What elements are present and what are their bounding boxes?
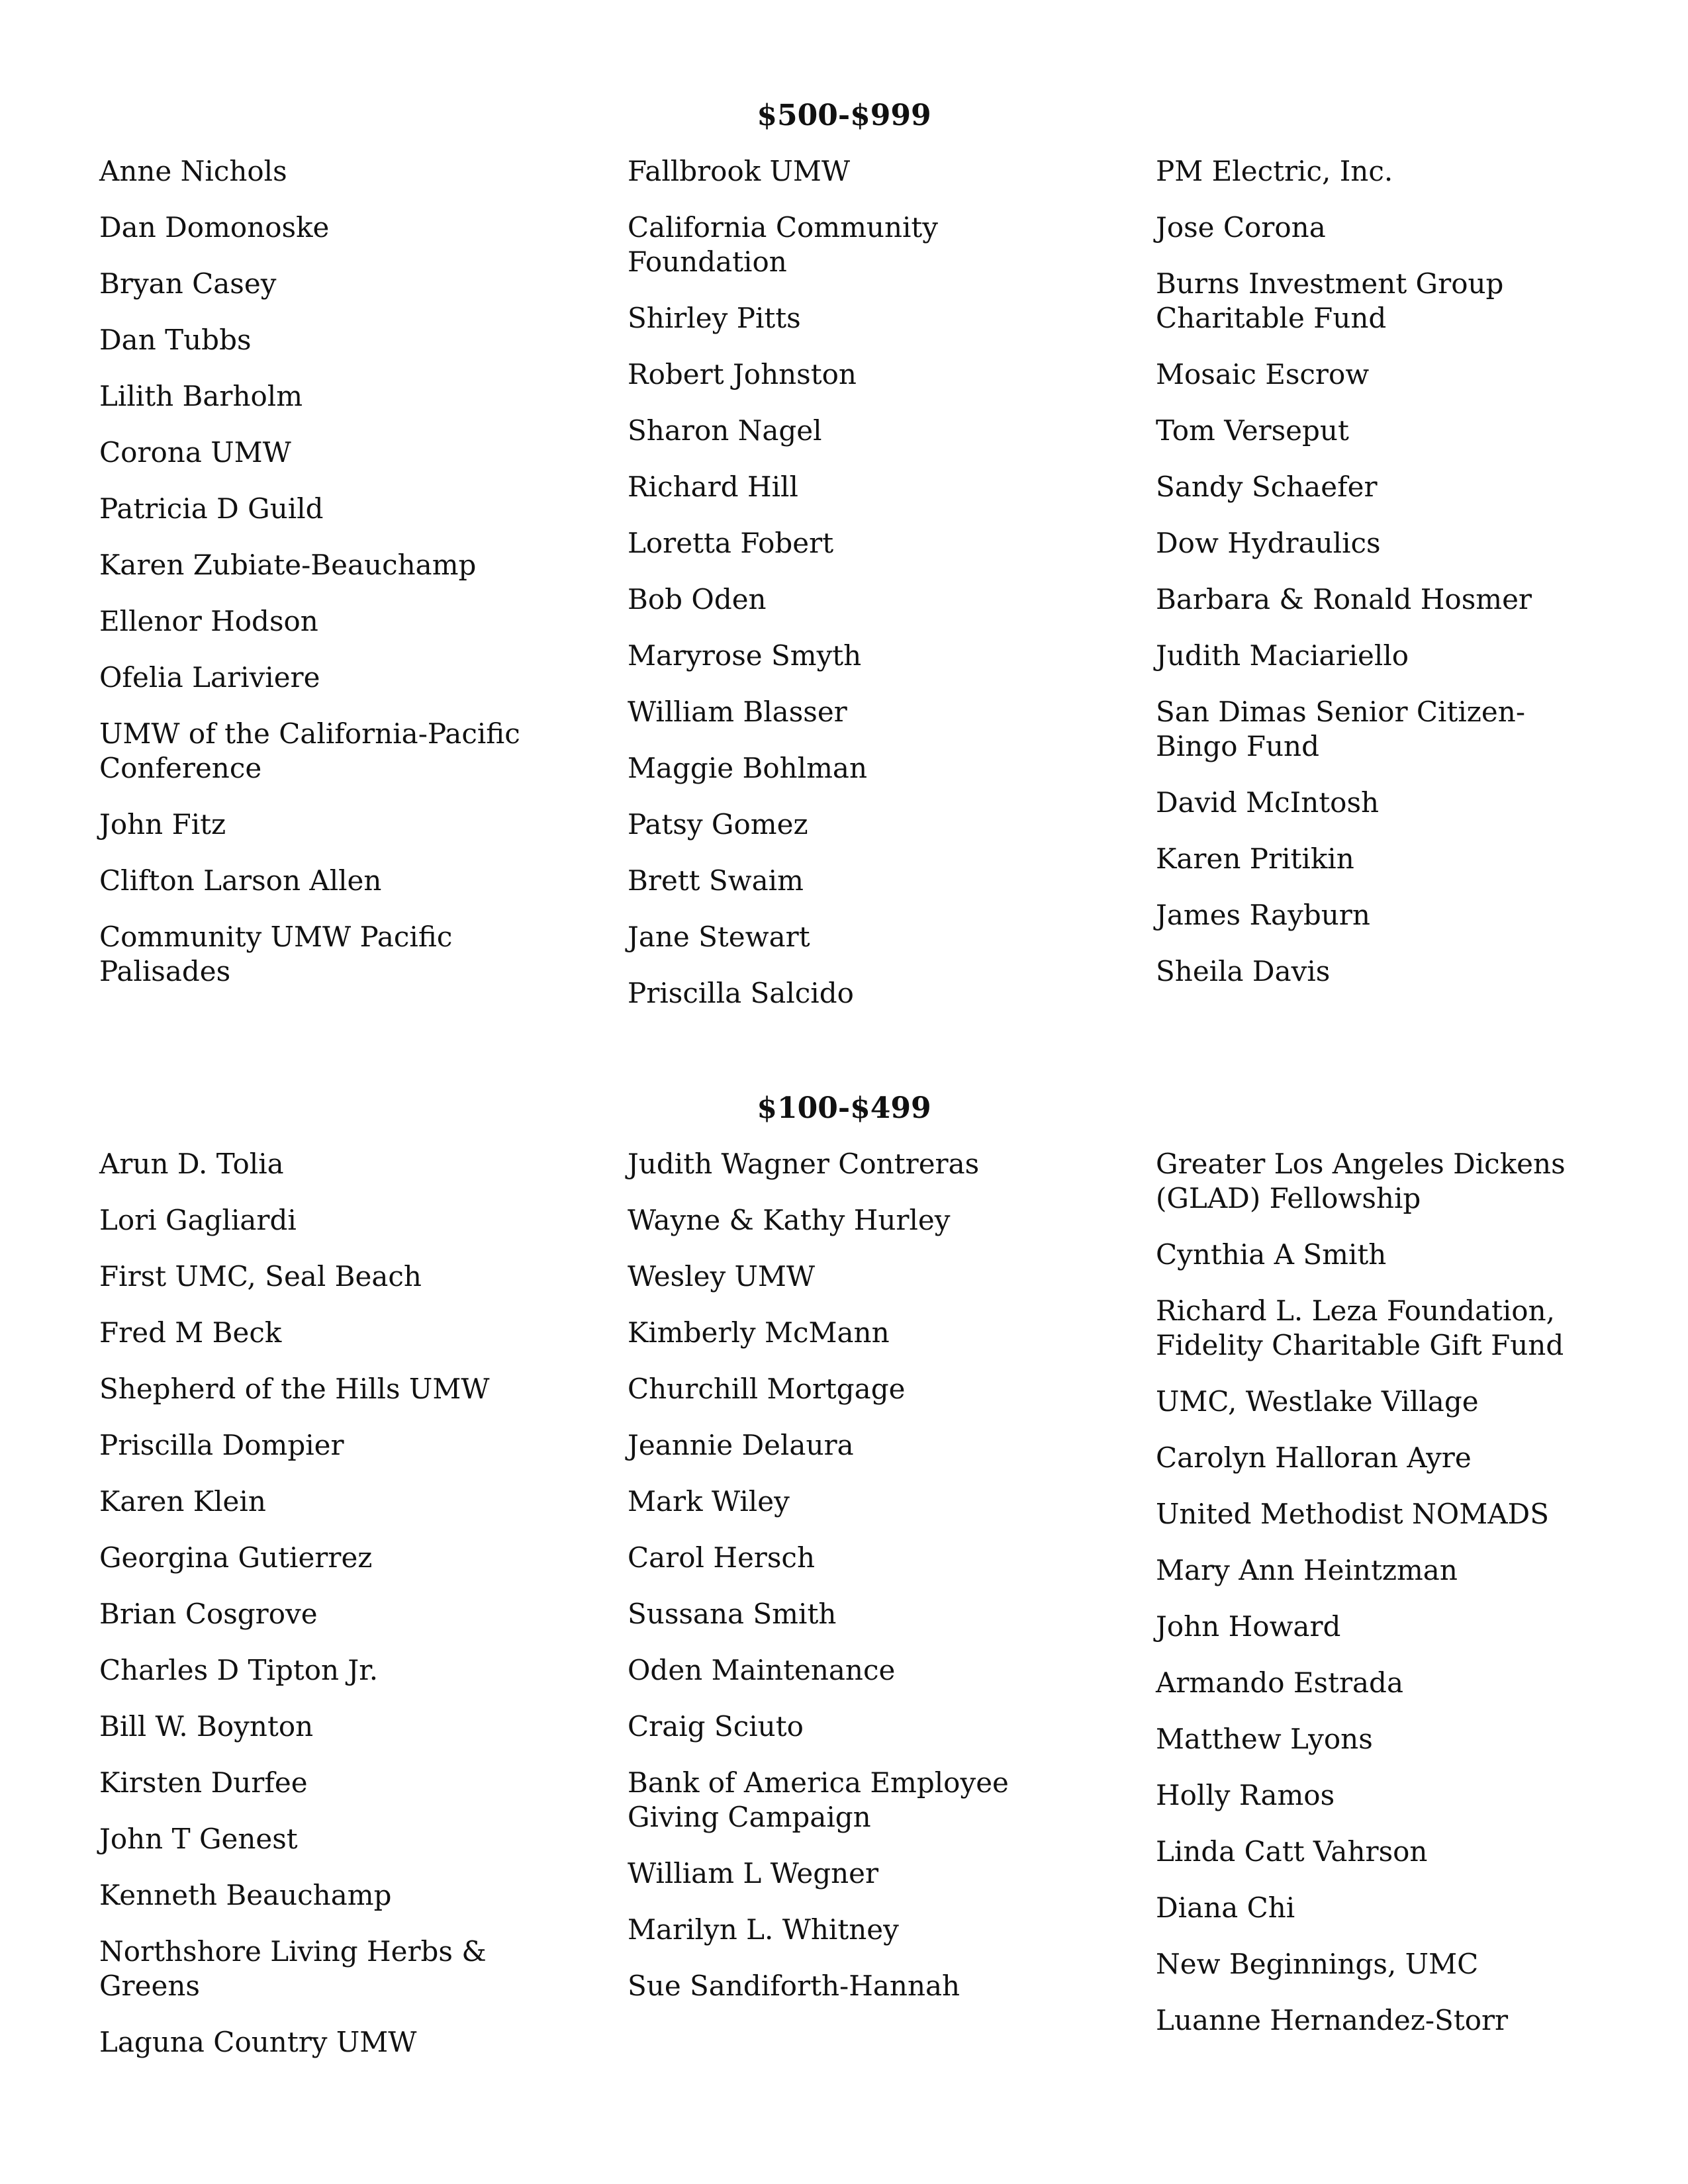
donor-name: Barbara & Ronald Hosmer: [1156, 583, 1532, 615]
donor-name: Robert Johnston: [628, 358, 857, 390]
donor-name: San Dimas Senior Citizen-Bingo Fund: [1156, 696, 1526, 762]
donor-name: Jose Corona: [1156, 211, 1326, 244]
donor-tier-100-499: [0, 1089, 1688, 2058]
donor-name: Tom Verseput: [1156, 414, 1349, 447]
donor-name: James Rayburn: [1156, 899, 1370, 931]
donor-name: Sussana Smith: [628, 1598, 837, 1630]
donor-name: Shepherd of the Hills UMW: [99, 1373, 490, 1405]
donor-name: Maggie Bohlman: [628, 752, 868, 784]
donor-name: Wayne & Kathy Hurley: [628, 1204, 951, 1236]
donor-name: Laguna Country UMW: [99, 2026, 417, 2058]
donor-column-2: [628, 1147, 1091, 2025]
donor-name: Burns Investment Group Charitable Fund: [1156, 267, 1504, 334]
donor-name: Mosaic Escrow: [1156, 358, 1370, 390]
donor-name: Karen Pritikin: [1156, 842, 1354, 875]
donor-name: California Community Foundation: [628, 211, 939, 278]
donor-name: Jeannie Delaura: [628, 1429, 854, 1461]
donor-name: John T Genest: [99, 1823, 298, 1855]
donor-name: Linda Catt Vahrson: [1156, 1835, 1428, 1868]
donor-name: Community UMW Pacific Palisades: [99, 921, 453, 987]
donor-name: Georgina Gutierrez: [99, 1541, 373, 1574]
donor-column-1: [99, 1147, 563, 2081]
donor-name: First UMC, Seal Beach: [99, 1260, 422, 1293]
donor-name: Karen Zubiate-Beauchamp: [99, 549, 477, 581]
donor-name: Judith Maciariello: [1156, 639, 1409, 672]
donor-name: Holly Ramos: [1156, 1779, 1335, 1811]
donor-name: New Beginnings, UMC: [1156, 1948, 1479, 1980]
donor-name: Bill W. Boynton: [99, 1710, 314, 1743]
donor-name: Fallbrook UMW: [628, 155, 851, 187]
donor-name: Arun D. Tolia: [99, 1148, 284, 1180]
donor-column-1: [99, 154, 563, 1011]
donor-name: Priscilla Dompier: [99, 1429, 344, 1461]
donor-name: United Methodist NOMADS: [1156, 1498, 1549, 1530]
donor-name: Northshore Living Herbs & Greens: [99, 1935, 487, 2002]
donor-name: Wesley UMW: [628, 1260, 816, 1293]
donor-name: Diana Chi: [1156, 1891, 1295, 1924]
donor-name: Sheila Davis: [1156, 955, 1331, 987]
donor-name: Shirley Pitts: [628, 302, 801, 334]
donor-name: Kenneth Beauchamp: [99, 1879, 392, 1911]
donor-column-2: [628, 154, 1091, 1032]
donor-name: Bryan Casey: [99, 267, 277, 300]
donor-name: Corona UMW: [99, 436, 291, 469]
donor-name: Lori Gagliardi: [99, 1204, 297, 1236]
donor-name: Clifton Larson Allen: [99, 864, 382, 897]
donor-name: Luanne Hernandez-Storr: [1156, 2004, 1509, 2036]
donor-name: Dow Hydraulics: [1156, 527, 1381, 559]
donor-name: Patsy Gomez: [628, 808, 808, 841]
donor-name: Richard L. Leza Foundation, Fidelity Charitable Gift Fund: [1156, 1295, 1564, 1361]
donor-name: Maryrose Smyth: [628, 639, 862, 672]
donor-name: Richard Hill: [628, 471, 798, 503]
donor-name: William L Wegner: [628, 1857, 879, 1889]
donor-name: Anne Nichols: [99, 155, 287, 187]
donor-name: William Blasser: [628, 696, 847, 728]
donor-name: Cynthia A Smith: [1156, 1238, 1387, 1271]
donor-name: Charles D Tipton Jr.: [99, 1654, 379, 1686]
donor-name: John Howard: [1156, 1610, 1341, 1643]
donor-name: Jane Stewart: [628, 921, 810, 953]
donor-name: Dan Domonoske: [99, 211, 330, 244]
donor-name: Mary Ann Heintzman: [1156, 1554, 1458, 1586]
donor-name: Kirsten Durfee: [99, 1766, 308, 1799]
donor-name: UMC, Westlake Village: [1156, 1385, 1479, 1418]
donor-tier-500-999: [0, 96, 1688, 1009]
donor-name: Dan Tubbs: [99, 324, 252, 356]
donor-name: Churchill Mortgage: [628, 1373, 906, 1405]
tier-heading: $100-$499: [757, 1091, 931, 1125]
donor-name: Priscilla Salcido: [628, 977, 854, 1009]
donor-name: John Fitz: [99, 808, 226, 841]
donor-name: Carol Hersch: [628, 1541, 816, 1574]
donor-name: UMW of the California-Pacific Conference: [99, 717, 520, 784]
donor-column-3: [1156, 1147, 1619, 2060]
donor-name: Sharon Nagel: [628, 414, 822, 447]
donor-name: Ellenor Hodson: [99, 605, 318, 637]
donor-name: Patricia D Guild: [99, 492, 324, 525]
donor-name: Bob Oden: [628, 583, 767, 615]
donor-name: Judith Wagner Contreras: [628, 1148, 980, 1180]
donor-name: Armando Estrada: [1156, 1666, 1403, 1699]
donor-name: Lilith Barholm: [99, 380, 303, 412]
donor-name: Sandy Schaefer: [1156, 471, 1378, 503]
donor-name: David McIntosh: [1156, 786, 1380, 819]
donor-name: Marilyn L. Whitney: [628, 1913, 899, 1946]
donor-name: Karen Klein: [99, 1485, 266, 1518]
donor-name: Brian Cosgrove: [99, 1598, 318, 1630]
donor-name: Sue Sandiforth-Hannah: [628, 1970, 961, 2002]
donor-name: PM Electric, Inc.: [1156, 155, 1393, 187]
donor-name: Bank of America Employee Giving Campaign: [628, 1766, 1009, 1833]
donor-name: Matthew Lyons: [1156, 1723, 1373, 1755]
donor-name: Carolyn Halloran Ayre: [1156, 1441, 1472, 1474]
donor-name: Ofelia Lariviere: [99, 661, 320, 694]
donor-name: Mark Wiley: [628, 1485, 790, 1518]
donor-column-3: [1156, 154, 1619, 1011]
donor-name: Oden Maintenance: [628, 1654, 896, 1686]
donor-name: Greater Los Angeles Dickens (GLAD) Fellowship: [1156, 1148, 1566, 1214]
donor-name: Kimberly McMann: [628, 1316, 890, 1349]
donor-name: Loretta Fobert: [628, 527, 834, 559]
donor-name: Brett Swaim: [628, 864, 804, 897]
tier-heading: $500-$999: [757, 99, 931, 132]
donor-name: Craig Sciuto: [628, 1710, 804, 1743]
donor-name: Fred M Beck: [99, 1316, 282, 1349]
